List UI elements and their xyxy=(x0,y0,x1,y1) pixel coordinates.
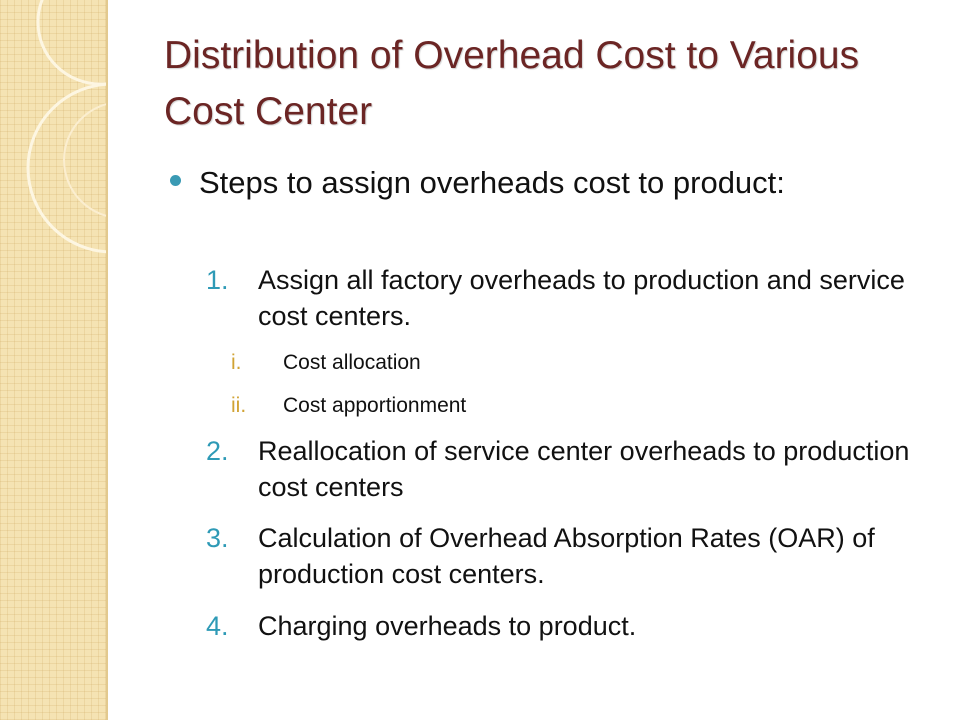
step-number: 2. xyxy=(206,436,229,466)
substep-text: Cost allocation xyxy=(283,351,421,374)
main-bullet-text: Steps to assign overheads cost to product: xyxy=(199,165,785,200)
step-number: 4. xyxy=(206,611,229,641)
step-text: Calculation of Overhead Absorption Rates (OAR) of production cost centers. xyxy=(258,523,875,589)
step-text: Reallocation of service center overheads to production cost centers xyxy=(258,436,910,502)
substep-number: i. xyxy=(231,351,242,374)
step-number: 1. xyxy=(206,265,229,295)
step-text: Assign all factory overheads to production and service cost centers. xyxy=(258,265,905,331)
decorative-side-band xyxy=(0,0,108,720)
substep-text: Cost apportionment xyxy=(283,394,467,417)
bullet-dot-icon xyxy=(170,175,181,186)
decorative-circles xyxy=(0,0,106,720)
slide-title: Distribution of Overhead Cost to Various Cost Center xyxy=(164,34,860,133)
substep-number: ii. xyxy=(231,394,247,417)
step-text: Charging overheads to product. xyxy=(258,611,637,641)
deco-circle-top xyxy=(38,0,106,84)
step-number: 3. xyxy=(206,523,229,553)
deco-circle-inner xyxy=(64,102,106,218)
